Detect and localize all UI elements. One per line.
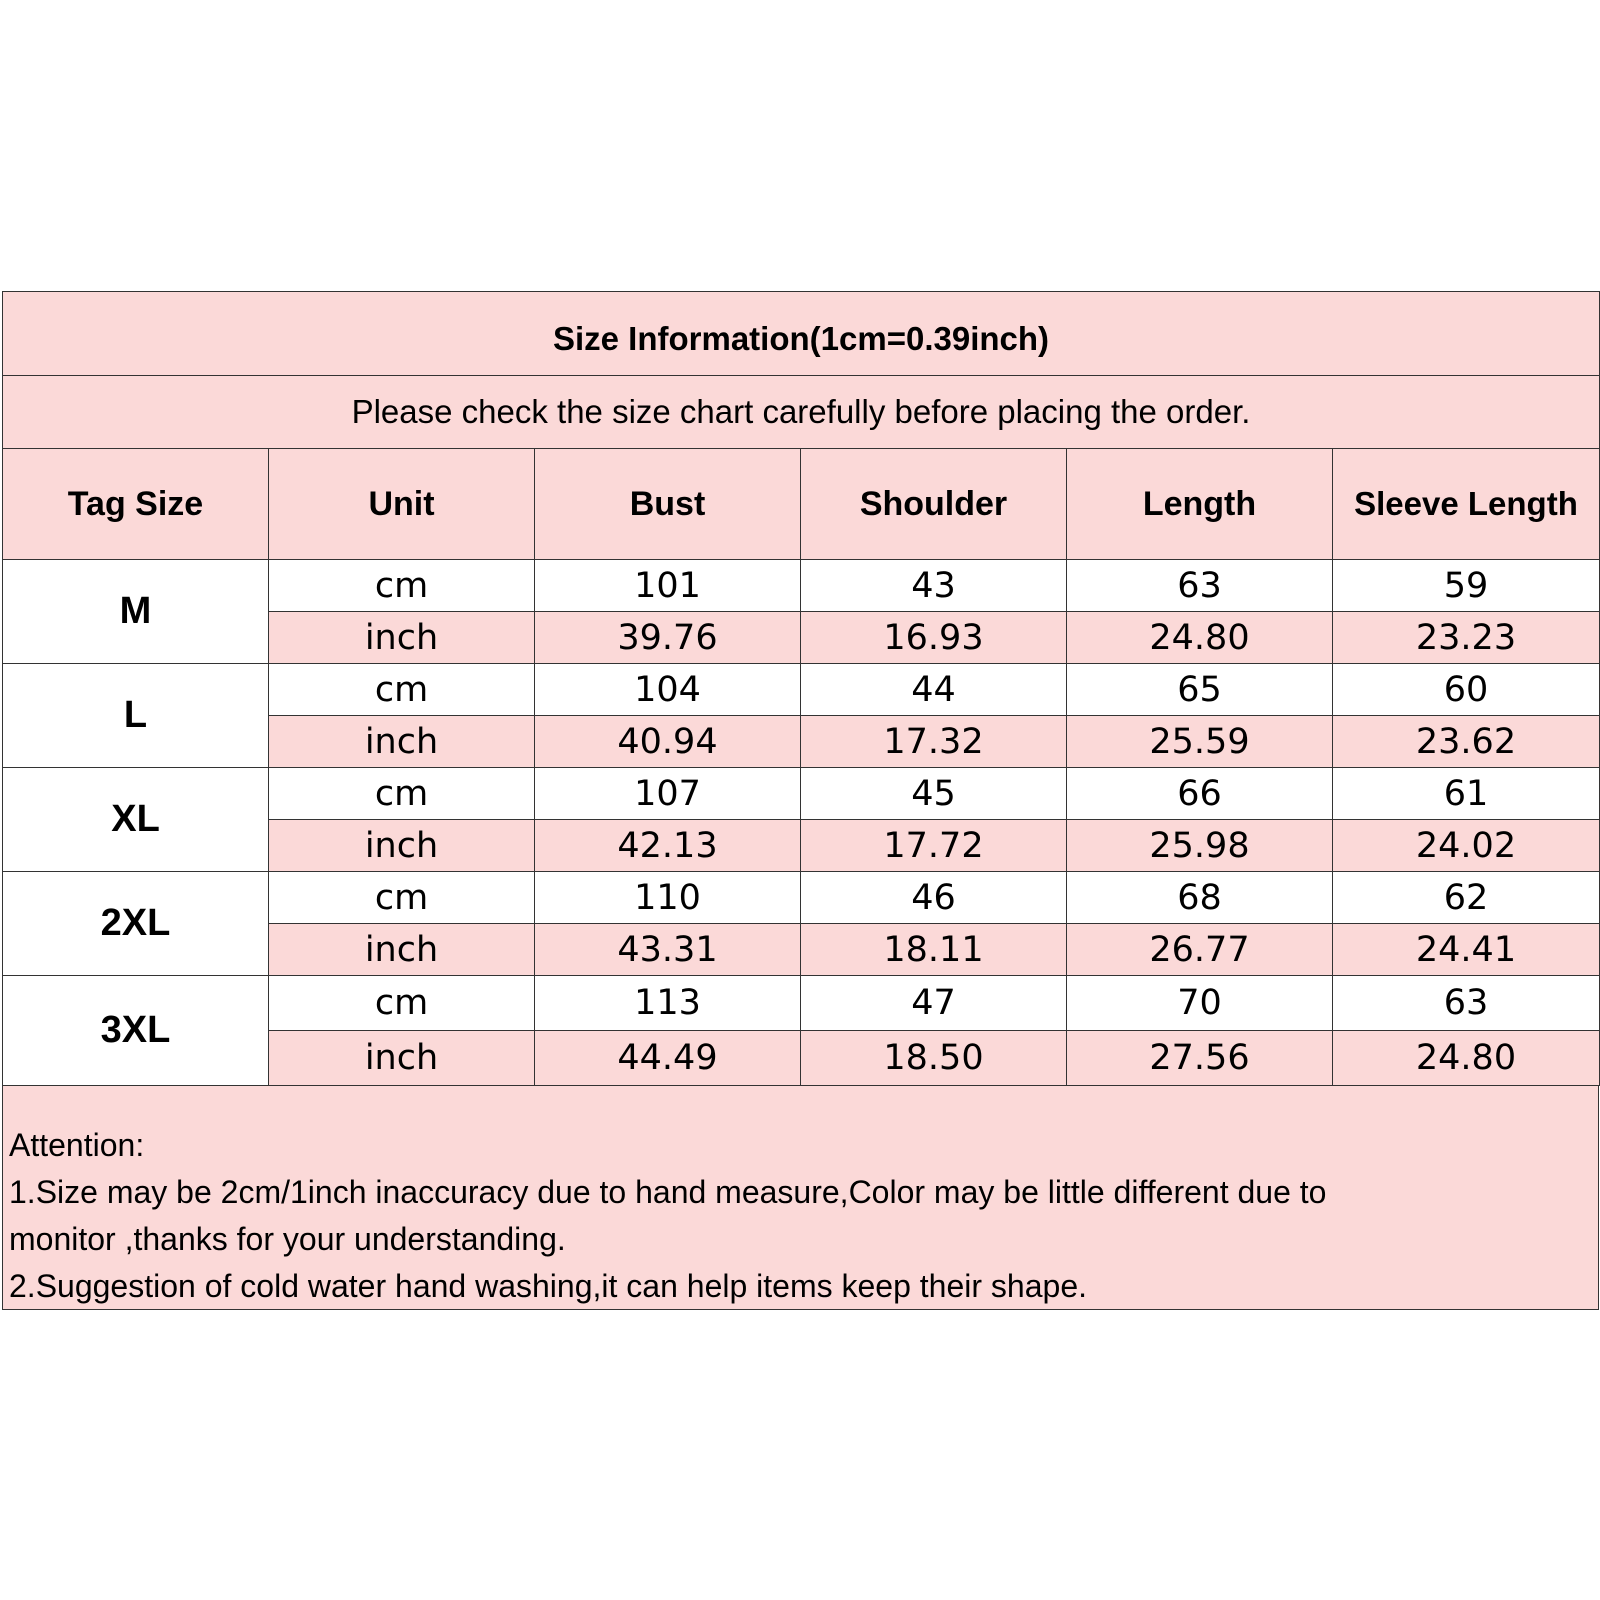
size-table [2,291,1600,1086]
tag-size-cell: L [3,664,269,768]
unit-cell: inch [269,612,535,664]
header-shoulder: Shoulder [801,449,1067,560]
table-row [3,872,1600,924]
unit-cell: inch [269,716,535,768]
note-line-2: 2.Suggestion of cold water hand washing,it can help items keep their shape. [9,1268,1087,1304]
unit-cell: cm [269,560,535,612]
shoulder-cell: 45 [801,768,1067,820]
shoulder-cell: 18.50 [801,1031,1067,1086]
header-unit: Unit [269,449,535,560]
length-cell: 66 [1067,768,1333,820]
shoulder-cell: 43 [801,560,1067,612]
sleeve-cell: 59 [1333,560,1600,612]
header-sleeve-length: Sleeve Length [1333,449,1600,560]
bust-cell: 110 [535,872,801,924]
bust-cell: 43.31 [535,924,801,976]
sleeve-cell: 60 [1333,664,1600,716]
attention-notes [2,1086,1599,1310]
unit-cell: cm [269,872,535,924]
shoulder-cell: 47 [801,976,1067,1031]
sleeve-cell: 62 [1333,872,1600,924]
table-row [3,976,1600,1031]
size-chart [2,291,1599,1310]
sleeve-cell: 23.62 [1333,716,1600,768]
header-bust: Bust [535,449,801,560]
chart-subtitle: Please check the size chart carefully before placing the order. [3,376,1600,449]
bust-cell: 107 [535,768,801,820]
table-row [3,664,1600,716]
sleeve-cell: 24.02 [1333,820,1600,872]
tag-size-cell: 3XL [3,976,269,1086]
bust-cell: 113 [535,976,801,1031]
tag-size-cell: 2XL [3,872,269,976]
unit-cell: cm [269,976,535,1031]
sleeve-cell: 63 [1333,976,1600,1031]
sleeve-cell: 61 [1333,768,1600,820]
unit-cell: cm [269,664,535,716]
bust-cell: 39.76 [535,612,801,664]
length-cell: 26.77 [1067,924,1333,976]
length-cell: 24.80 [1067,612,1333,664]
length-cell: 70 [1067,976,1333,1031]
table-row [3,768,1600,820]
unit-cell: inch [269,1031,535,1086]
attention-heading: Attention: [9,1127,145,1163]
bust-cell: 101 [535,560,801,612]
shoulder-cell: 46 [801,872,1067,924]
shoulder-cell: 17.72 [801,820,1067,872]
length-cell: 25.98 [1067,820,1333,872]
shoulder-cell: 17.32 [801,716,1067,768]
table-row [3,560,1600,612]
sleeve-cell: 24.41 [1333,924,1600,976]
length-cell: 68 [1067,872,1333,924]
bust-cell: 42.13 [535,820,801,872]
unit-cell: inch [269,820,535,872]
header-row [3,449,1600,560]
header-tag-size: Tag Size [3,449,269,560]
length-cell: 63 [1067,560,1333,612]
length-cell: 65 [1067,664,1333,716]
length-cell: 27.56 [1067,1031,1333,1086]
shoulder-cell: 16.93 [801,612,1067,664]
tag-size-cell: XL [3,768,269,872]
bust-cell: 104 [535,664,801,716]
unit-cell: cm [269,768,535,820]
sleeve-cell: 23.23 [1333,612,1600,664]
shoulder-cell: 44 [801,664,1067,716]
note-line-1: 1.Size may be 2cm/1inch inaccuracy due to hand measure,Color may be little different due to [9,1174,1327,1210]
sleeve-cell: 24.80 [1333,1031,1600,1086]
bust-cell: 40.94 [535,716,801,768]
unit-cell: inch [269,924,535,976]
shoulder-cell: 18.11 [801,924,1067,976]
bust-cell: 44.49 [535,1031,801,1086]
tag-size-cell: M [3,560,269,664]
chart-title: Size Information(1cm=0.39inch) [3,292,1600,376]
note-line-1-continued: monitor ,thanks for your understanding. [9,1221,566,1257]
header-length: Length [1067,449,1333,560]
length-cell: 25.59 [1067,716,1333,768]
